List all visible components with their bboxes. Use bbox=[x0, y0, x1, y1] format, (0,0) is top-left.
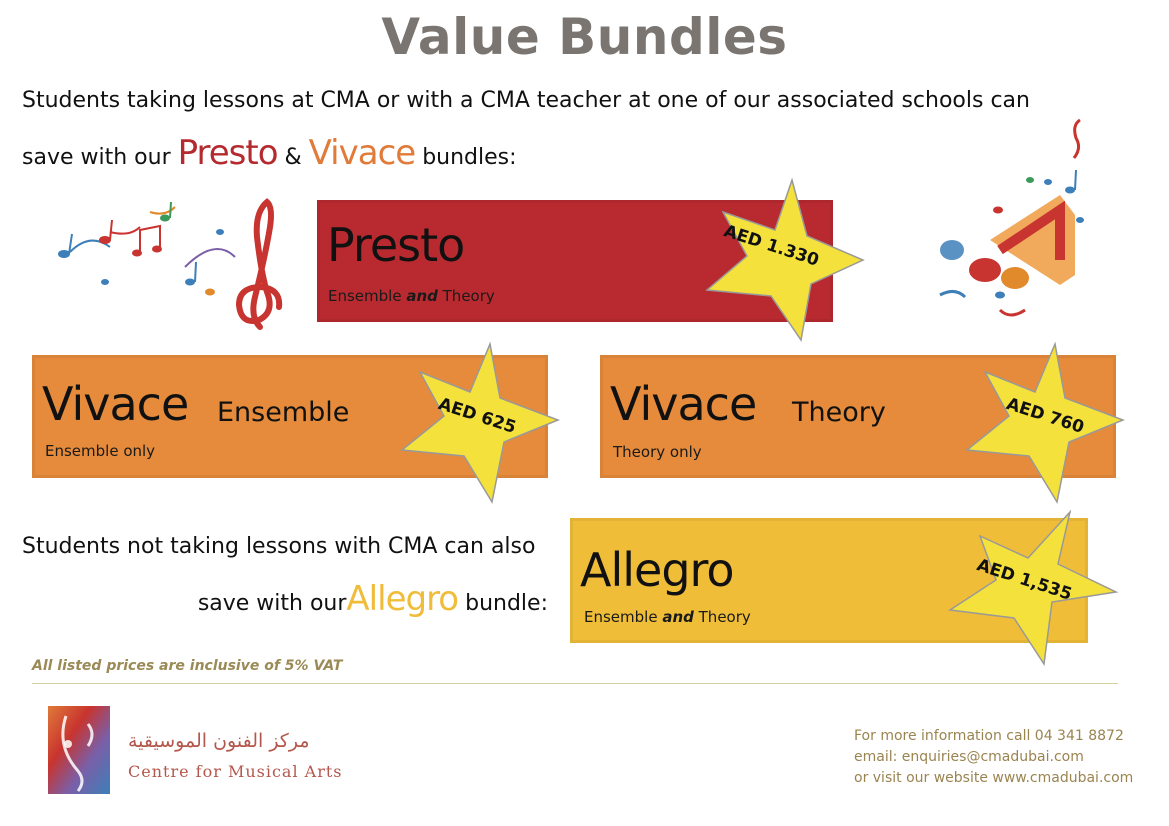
intro-prefix: save with our bbox=[22, 145, 171, 170]
vivace-theory-desc: Theory only bbox=[613, 443, 702, 461]
allegro-intro-suffix: bundle: bbox=[465, 591, 548, 616]
vivace-theory-sub: Theory bbox=[792, 397, 886, 428]
page-title: Value Bundles bbox=[381, 8, 788, 66]
presto-bundle-desc: Ensemble and Theory bbox=[328, 287, 495, 305]
vat-note: All listed prices are inclusive of 5% VAT bbox=[32, 658, 343, 674]
treble-clef-icon bbox=[239, 202, 279, 327]
vivace-ensemble-sub: Ensemble bbox=[217, 397, 350, 428]
cma-logo-icon bbox=[48, 706, 110, 794]
footer-divider bbox=[32, 683, 1118, 684]
star-icon bbox=[695, 178, 865, 343]
intro-amp: & bbox=[284, 145, 302, 170]
contact-phone: For more information call 04 341 8872 bbox=[854, 728, 1124, 744]
allegro-bundle-name: Allegro bbox=[580, 543, 734, 597]
vivace-theory-price: AED 760 bbox=[1003, 394, 1087, 438]
allegro-price: AED 1,535 bbox=[974, 555, 1075, 605]
vivace-ensemble-desc: Ensemble only bbox=[45, 442, 156, 460]
contact-email: email: enquiries@cmadubai.com bbox=[854, 749, 1084, 765]
music-notes-left-icon bbox=[50, 192, 285, 332]
music-notes-right-icon bbox=[930, 110, 1100, 335]
vivace-word: Vivace bbox=[308, 133, 416, 173]
contact-website: or visit our website www.cmadubai.com bbox=[854, 770, 1134, 786]
logo-arabic: مركز الفنون الموسيقية bbox=[128, 730, 310, 752]
vivace-theory-name: Vivace bbox=[610, 377, 757, 431]
presto-word: Presto bbox=[177, 133, 278, 173]
intro-line-2 bbox=[22, 133, 517, 173]
intro-line-1: Students taking lessons at CMA or with a CMA teacher at one of our associated schools can bbox=[22, 88, 1030, 113]
allegro-intro-line-1: Students not taking lessons with CMA can also bbox=[22, 534, 536, 559]
allegro-intro-line-2 bbox=[198, 579, 548, 619]
presto-bundle-name: Presto bbox=[327, 218, 465, 272]
intro-suffix: bundles: bbox=[422, 145, 517, 170]
allegro-word: Allegro bbox=[346, 579, 459, 619]
vivace-ensemble-name: Vivace bbox=[42, 377, 189, 431]
vivace-ensemble-price: AED 625 bbox=[435, 394, 519, 438]
presto-price: AED 1.330 bbox=[721, 221, 822, 271]
logo-english: Centre for Musical Arts bbox=[128, 762, 343, 781]
allegro-intro-prefix: save with our bbox=[197, 591, 347, 616]
allegro-bundle-desc: Ensemble and Theory bbox=[584, 608, 751, 626]
